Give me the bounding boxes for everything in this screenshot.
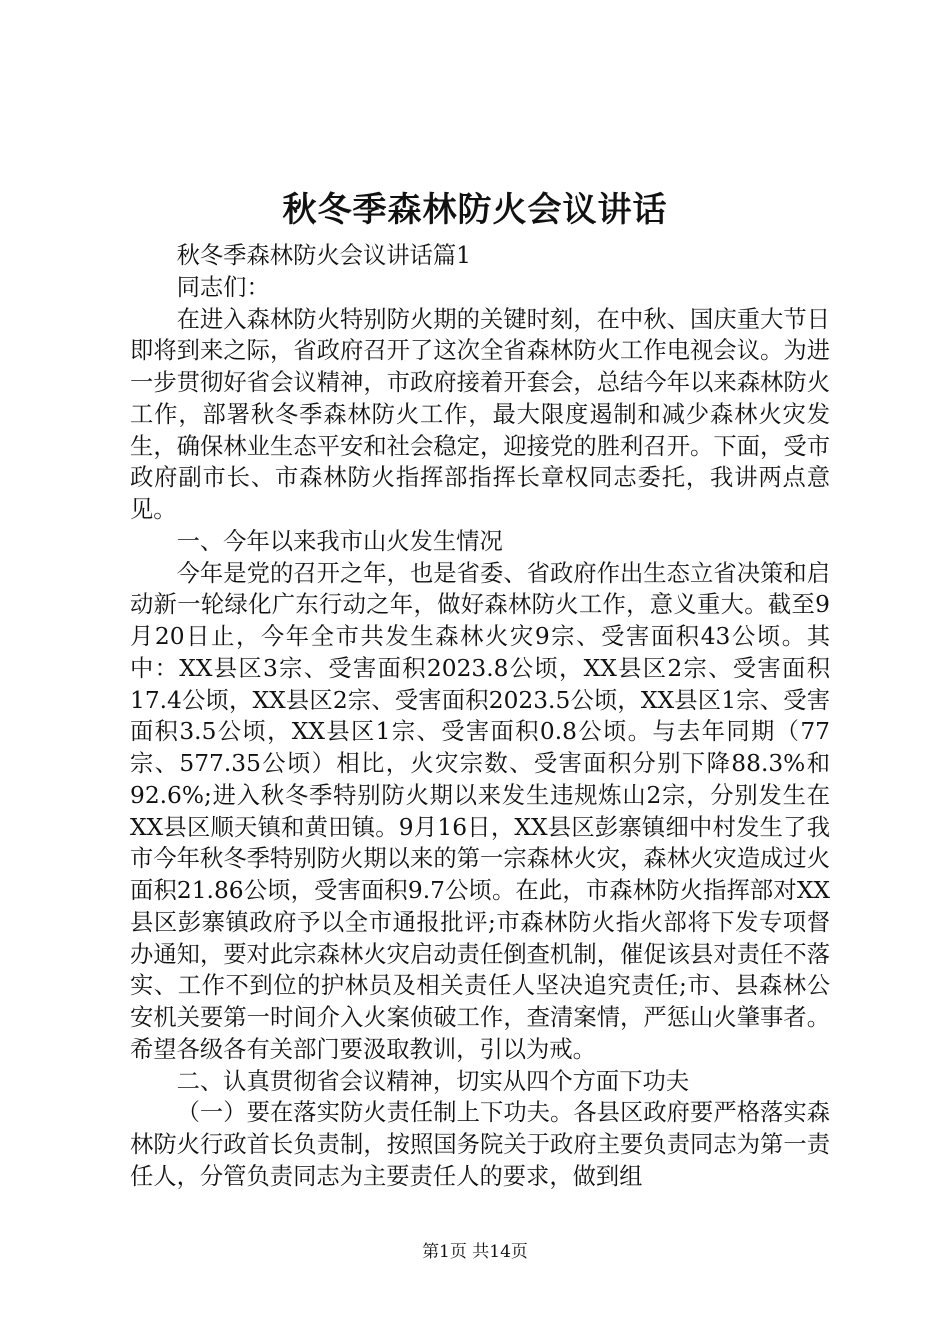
heading-part-two: 二、认真贯彻省会议精神，切实从四个方面下功夫: [176, 1067, 690, 1095]
section-heading: 秋冬季森林防火会议讲话篇1: [176, 242, 471, 269]
paragraph-responsibility: （一）要在落实防火责任制上下功夫。各县区政府要严格落实森林防火行政首长负责制，按照国务院关于政府主要负责同志为第一责任人，分管负责同志为主要责任人的要求，做到组: [130, 1099, 830, 1190]
salutation: 同志们：: [176, 273, 270, 301]
page-number-footer: 第1页 共14页: [422, 1242, 528, 1262]
paragraph-intro: 在进入森林防火特别防火期的关键时刻，在中秋、国庆重大节日即将到来之际，省政府召开了这次全省森林防火工作电视会议。为进一步贯彻好省会议精神，市政府接着开套会，总结今年以来森林防火工作，部署秋冬季森林防火工作，最大限度遏制和减少森林火灾发生，确保林业生态平安和社会稳定，迎接党的胜利召开。下面，受市政府副市长、市森林防火指挥部指挥长章权同志委托，我讲两点意见。: [130, 305, 830, 523]
document-body: [130, 240, 830, 1193]
paragraph-fire-situation: 今年是党的召开之年，也是省委、省政府作出生态立省决策和启动新一轮绿化广东行动之年，做好森林防火工作，意义重大。截至9月20日止，今年全市共发生森林火灾9宗、受害面积43公顷。其中：XX县区3宗、受害面积2023.8公顷，XX县区2宗、受害面积17.4公顷，XX县区2宗、受害面积2023.5公顷，XX县区1宗、受害面积3.5公顷，XX县区1宗、受害面积0.8公顷。与去年同期（77宗、577.35公顷）相比，火灾宗数、受害面积分别下降88.3%和92.6%;进入秋冬季特别防火期以来发生违规炼山2宗，分别发生在XX县区顺天镇和黄田镇。9月16日，XX县区彭寨镇细中村发生了我市今年秋冬季特别防火期以来的第一宗森林火灾，森林火灾造成过火面积21.86公顷，受害面积9.7公顷。在此，市森林防火指挥部对XX县区彭寨镇政府予以全市通报批评;市森林防火指火部将下发专项督办通知，要对此宗森林火灾启动责任倒查机制，催促该县对责任不落实、工作不到位的护林员及相关责任人坚决追究责任;市、县森林公安机关要第一时间介入火案侦破工作，查清案情，严惩山火肇事者。希望各级各有关部门要汲取教训，引以为戒。: [130, 559, 830, 1063]
document-title: 秋冬季森林防火会议讲话: [282, 190, 668, 230]
heading-part-one: 一、今年以来我市山火发生情况: [176, 527, 503, 555]
